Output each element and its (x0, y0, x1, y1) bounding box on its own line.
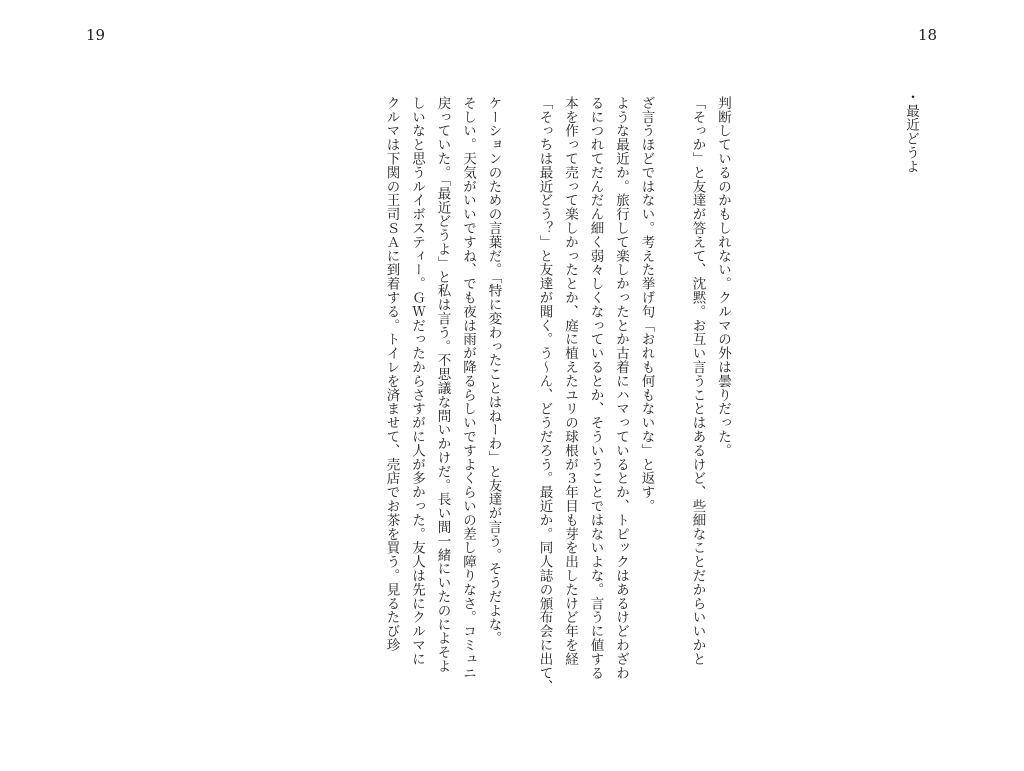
body-text (378, 96, 735, 694)
text-column: 戻っていた。「最近どうよ」と私は言う。不思議な問いかけだ。長い間一緒にいたのによそよ (434, 96, 451, 674)
text-column: ケーションのための言葉だ。「特に変わったことはねーわ」と友達が言う。そうだよな。 (485, 96, 502, 646)
text-column: ざ言うほどではない。考えた挙げ句「おれも何もないな」と返す。 (638, 96, 655, 513)
text-column (506, 96, 532, 694)
page-number-left: 19 (86, 26, 106, 44)
text-column: クルマは下関の王司ＳＡに到着する。トイレを済ませて、売店でお茶を買う。見るたび珍 (383, 96, 400, 652)
text-column: るにつれてだんだん細く弱々しくなっているとか、そういうことではないよな。言うに値する (587, 96, 604, 680)
text-column: そしい。天気がいいですね、でも夜は雨が降るらしいですよくらいの差し障りなさ。コミュニ (460, 96, 476, 680)
text-column: 「そっちは最近どう？」と友達が聞く。う〜ん、どうだろう。最近か。同人誌の頒布会に出て、 (536, 96, 553, 694)
page-number-right: 18 (918, 26, 938, 44)
text-column: ような最近か。旅行して楽しかったとか古着にハマっているとか、トピックはあるけどわざわ (613, 96, 629, 680)
text-column: 本を作って売って楽しかったとか、庭に植えたユリの球根が３年目も芽を出したけど年を経 (562, 96, 578, 666)
text-column: しいなと思うルイボスティー。ＧＷだったからさすがに人が多かった。友人は先にクルマに (409, 96, 425, 666)
section-heading: ・最近どうよ (903, 90, 919, 174)
text-column (659, 96, 685, 694)
text-column: 「そっか」と友達が答えて、沈黙。お互い言うことはあるけど、些細なことだからいいかと (689, 96, 706, 666)
text-column: 判断しているのかもしれない。クルマの外は曇りだった。 (715, 96, 731, 458)
